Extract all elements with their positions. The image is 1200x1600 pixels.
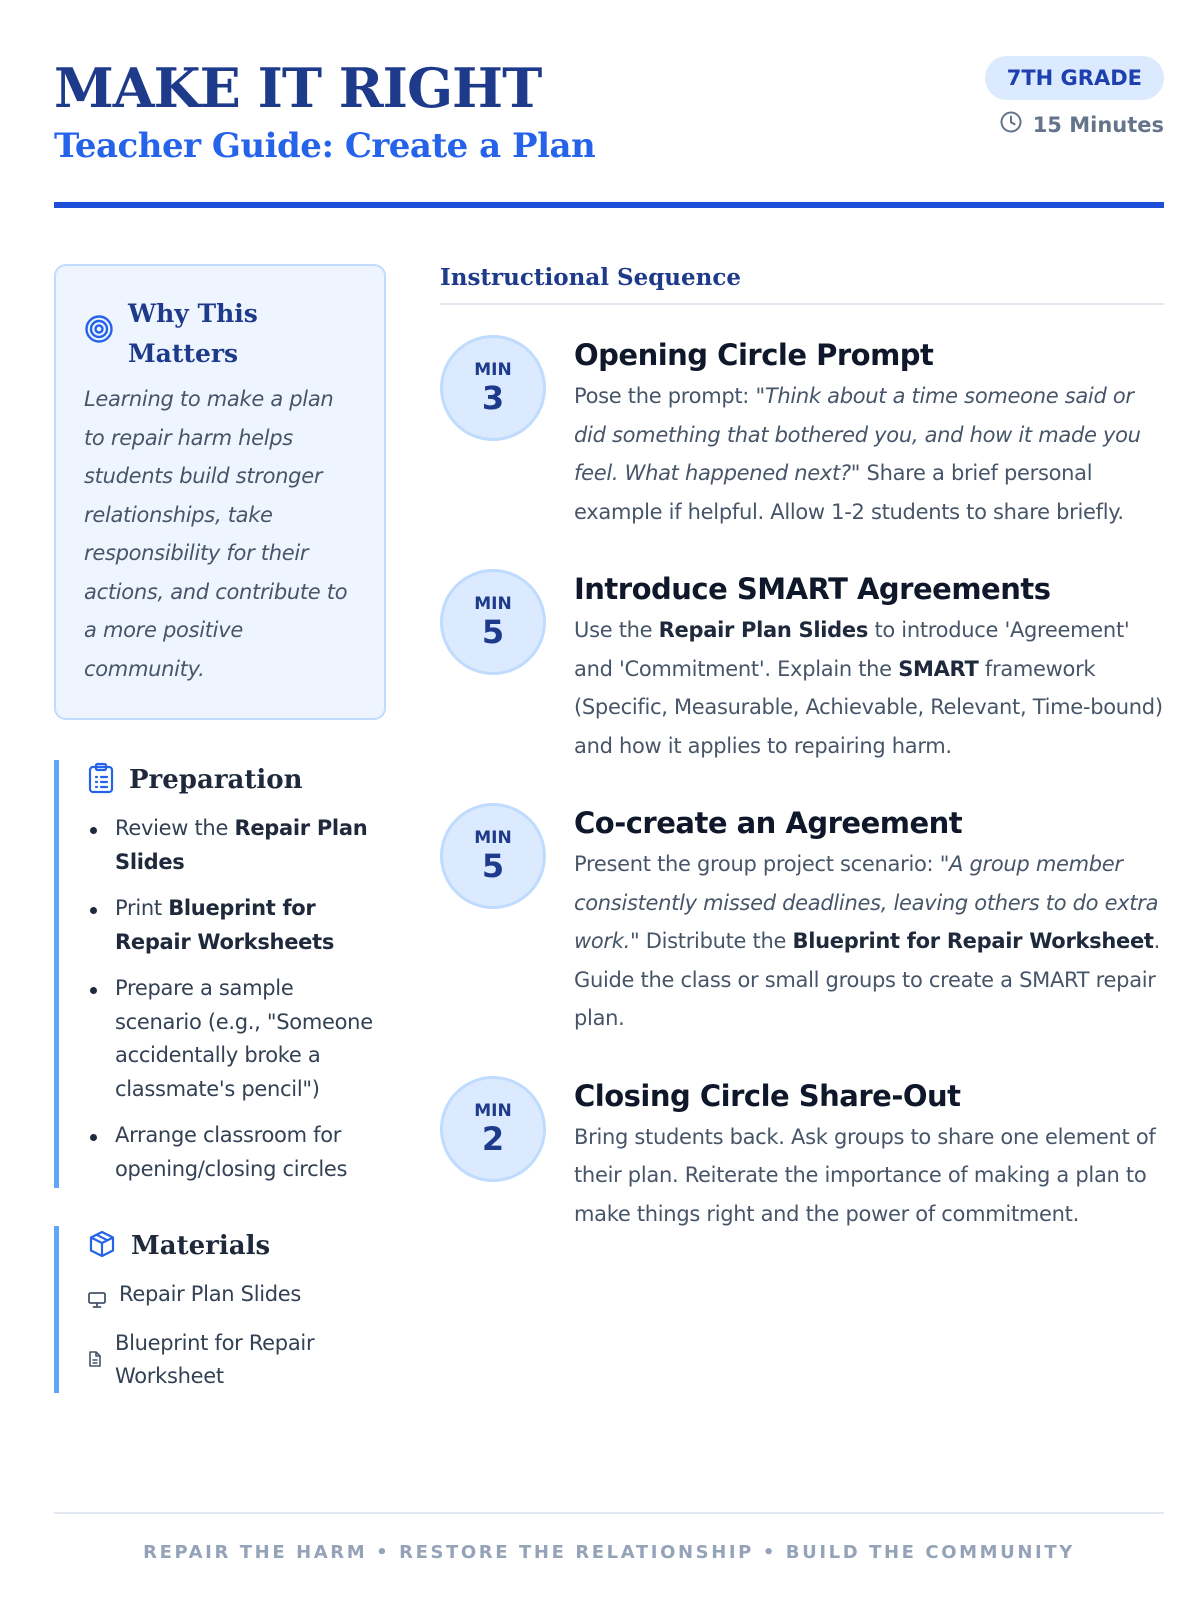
list-item: Print Blueprint for Repair Worksheets	[87, 892, 386, 959]
page-header	[54, 56, 1164, 208]
step-description: Bring students back. Ask groups to share one element of their plan. Reiterate the importance of making a plan to make things right and the power of commitment.	[574, 1124, 1156, 1226]
material-label: Repair Plan Slides	[119, 1282, 302, 1306]
step-title: Opening Circle Prompt	[574, 338, 934, 372]
minutes-badge-value: 5	[481, 847, 505, 885]
document-icon	[87, 1345, 103, 1378]
step-description: Pose the prompt: "Think about a time someone said or did something that bothered you, and how it made you feel. What happened next?" Share a brief personal example if helpful. Allow 1-2 students to share briefly.	[574, 384, 1141, 524]
duration	[999, 110, 1164, 139]
list-item: Prepare a sample scenario (e.g., "Someone accidentally broke a classmate's pencil")	[87, 972, 386, 1106]
minutes-badge-value: 2	[481, 1119, 505, 1158]
list-item: Arrange classroom for opening/closing circles	[87, 1119, 386, 1186]
main-content	[440, 264, 1164, 1233]
step-title: Co-create an Agreement	[574, 806, 963, 840]
grade-badge: 7TH GRADE	[985, 56, 1164, 100]
list-item	[87, 1278, 386, 1319]
step-title: Introduce SMART Agreements	[574, 572, 1051, 606]
preparation-section	[54, 760, 386, 1188]
minutes-badge	[440, 803, 546, 909]
list-item: Review the Repair Plan Slides	[87, 812, 386, 879]
step-description: Use the Repair Plan Slides to introduce 'Agreement' and 'Commitment'. Explain the SMART framework (Specific, Measurable, Achievable, Relevant, Time-bound) and how it applies to repairing harm.	[574, 618, 1163, 758]
package-icon	[87, 1229, 117, 1263]
sequence-step	[440, 569, 1164, 765]
clipboard-icon	[87, 762, 115, 798]
minutes-badge-label: MIN	[474, 360, 512, 380]
page-title: MAKE IT RIGHT	[54, 56, 542, 120]
minutes-badge-value: 3	[481, 379, 505, 417]
sequence-title: Instructional Sequence	[440, 264, 1164, 305]
minutes-badge-label: MIN	[474, 828, 512, 848]
minutes-badge	[440, 569, 546, 675]
minutes-badge-value: 5	[481, 613, 505, 651]
why-this-matters-box	[54, 264, 386, 720]
sequence-step	[440, 335, 1164, 531]
minutes-badge	[440, 1076, 546, 1182]
step-title: Closing Circle Share-Out	[574, 1078, 961, 1113]
sequence-step	[440, 803, 1164, 1038]
step-description: Present the group project scenario: "A group member consistently missed deadlines, leaving others to do extra work." Distribute the Blueprint for Repair Worksheet. Guide the class or small groups to create a SMART repair plan.	[574, 852, 1161, 1030]
clock-icon	[999, 110, 1023, 139]
sidebar	[54, 264, 386, 1393]
footer-tagline: REPAIR THE HARM • RESTORE THE RELATIONSHIP • BUILD THE COMMUNITY	[54, 1512, 1164, 1563]
minutes-badge	[440, 335, 546, 441]
list-item	[87, 1327, 386, 1393]
minutes-badge-label: MIN	[474, 594, 512, 614]
materials-section	[54, 1226, 386, 1393]
why-text: Learning to make a plan to repair harm helps students build stronger relationships, take responsibility for their actions, and contribute to a more positive community.	[84, 387, 348, 681]
materials-list	[87, 1278, 386, 1393]
material-label: Blueprint for Repair Worksheet	[115, 1331, 315, 1388]
duration-label: 15 Minutes	[1032, 112, 1164, 137]
preparation-list	[87, 812, 386, 1186]
page-subtitle: Teacher Guide: Create a Plan	[54, 126, 596, 166]
minutes-badge-label: MIN	[474, 1100, 512, 1121]
why-title: Why This Matters	[128, 299, 258, 368]
monitor-icon	[87, 1286, 107, 1319]
materials-title: Materials	[131, 1231, 271, 1261]
preparation-title: Preparation	[129, 765, 303, 795]
target-icon	[84, 314, 114, 348]
sequence-step	[440, 1076, 1164, 1234]
